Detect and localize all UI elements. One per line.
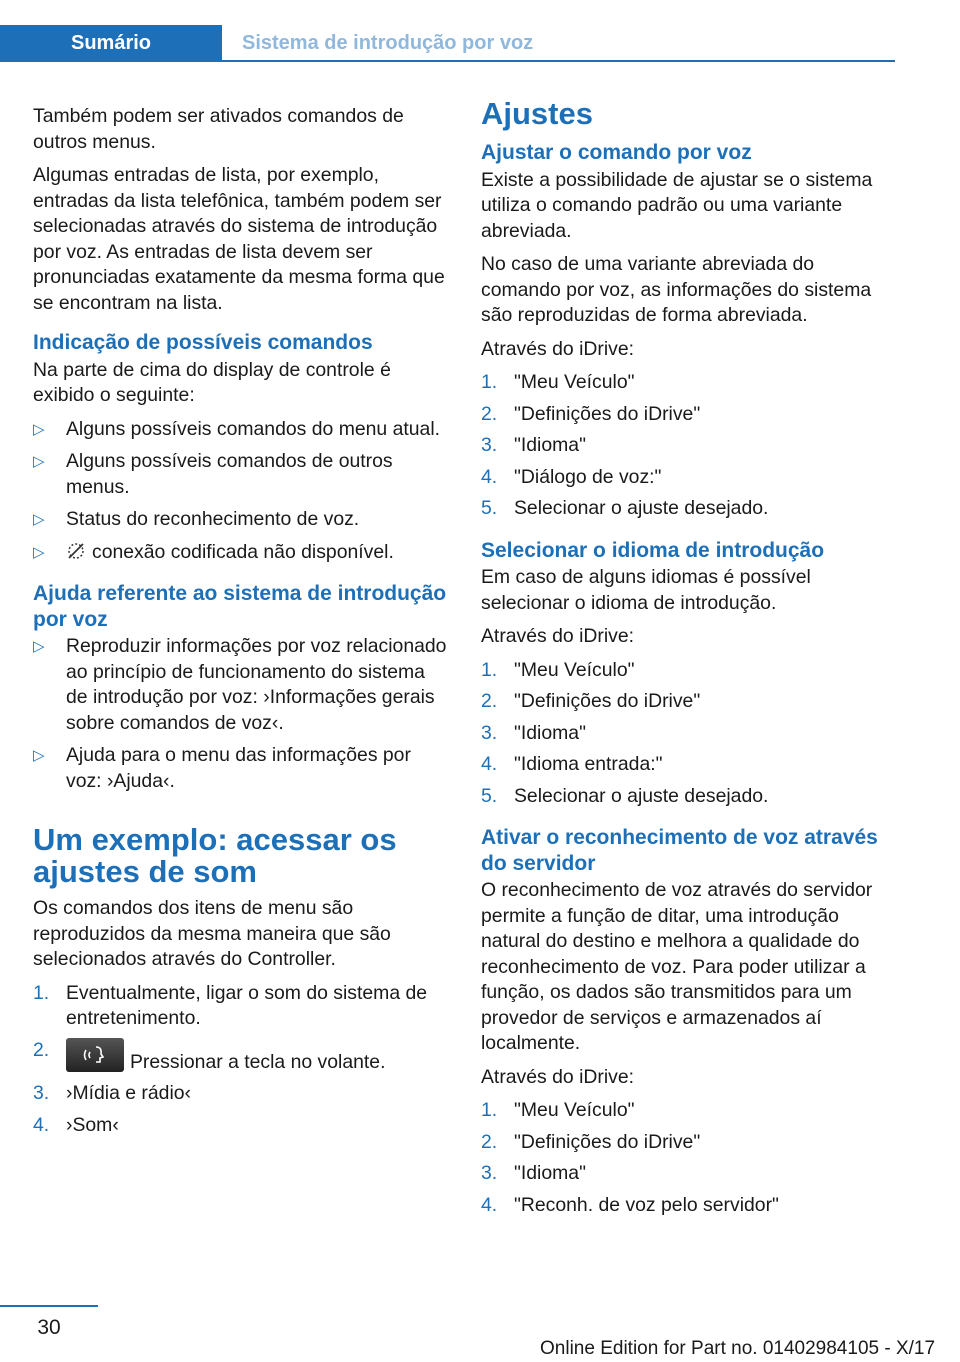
heading-indicacao: Indicação de possíveis comandos <box>33 331 373 354</box>
list-item: ▷ Reproduzir informações por voz relacionado ao princípio de funcionamento do sistema de introdução por voz: ›Informações gerais sobre comandos de voz‹. <box>33 635 447 734</box>
heading-servidor: Ativar o reconhecimento de voz através do servidor <box>481 826 878 875</box>
heading-ajustar: Ajustar o comando por voz <box>481 141 752 164</box>
right-column <box>481 98 897 1226</box>
list-item: 2. "Definições do iDrive" <box>481 402 701 425</box>
paragraph: Existe a possibilidade de ajustar se o sistema utiliza o comando padrão ou uma variante abreviada. <box>481 168 873 242</box>
list-item: 5. Selecionar o ajuste desejado. <box>481 784 769 807</box>
heading-exemplo: Um exemplo: acessar os ajustes de som <box>33 822 397 889</box>
heading-ajustes: Ajustes <box>481 96 593 131</box>
left-column <box>33 104 449 1146</box>
triangle-bullet-icon: ▷ <box>33 638 45 655</box>
list-item: 3. "Idioma" <box>481 434 586 456</box>
ajuda-list <box>33 634 449 794</box>
list-item: ▷ Status do reconhecimento de voz. <box>33 507 449 533</box>
list-item: ▷ Ajuda para o menu das informações por voz: ›Ajuda‹. <box>33 744 411 792</box>
list-item: 2. Pressionar a tecla no volante. <box>33 1038 386 1073</box>
paragraph: Através do iDrive: <box>481 337 635 360</box>
list-item: 3. "Idioma" <box>481 721 586 744</box>
list-item: 3. ›Mídia e rádio‹ <box>33 1082 192 1104</box>
top-navigation <box>0 0 895 62</box>
tab-sistema-introducao-voz[interactable]: Sistema de introdução por voz <box>242 31 534 54</box>
servidor-list <box>481 1098 897 1218</box>
page-number: 30 <box>37 1316 61 1339</box>
paragraph: O reconhecimento de voz através do servidor permite a função de ditar, uma introdução natural do destino e melhora a qualidade do reconhecimento de voz. Para poder utilizar a função, os dados são transmitidos para um provedor de serviços e armazenados aí localmente. <box>481 879 873 1054</box>
list-item: 2. "Definições do iDrive" <box>481 1130 701 1153</box>
list-item: ▷ Alguns possíveis comandos do menu atual. <box>33 417 449 443</box>
list-item: 4. ›Som‹ <box>33 1113 119 1136</box>
list-item: ▷ conexão codificada não disponível. <box>33 540 449 566</box>
footer-edition: Online Edition for Part no. 01402984105 - X/17 <box>540 1338 936 1359</box>
triangle-bullet-icon: ▷ <box>33 747 45 764</box>
list-item: 4. "Idioma entrada:" <box>481 753 663 775</box>
triangle-bullet-icon: ▷ <box>33 543 45 561</box>
paragraph: Na parte de cima do display de controle é exibido o seguinte: <box>33 358 391 406</box>
triangle-bullet-icon: ▷ <box>33 511 45 528</box>
triangle-bullet-icon: ▷ <box>33 453 45 470</box>
header-divider <box>0 60 895 62</box>
paragraph: Também podem ser ativados comandos de outros menus. <box>33 105 404 153</box>
heading-idioma: Selecionar o idioma de introdução <box>481 538 825 562</box>
paragraph: No caso de uma variante abreviada do comando por voz, as informações do sistema são reproduzidas de forma abreviada. <box>481 253 872 326</box>
ajustar-list <box>481 370 897 522</box>
no-encryption-icon <box>66 541 86 561</box>
steering-wheel-voice-button-icon <box>66 1038 124 1072</box>
list-item: 4. "Reconh. de voz pelo servidor" <box>481 1193 779 1216</box>
heading-ajuda: Ajuda referente ao sistema de introdução por voz <box>33 582 447 631</box>
list-item: 4. "Diálogo de voz:" <box>481 465 662 488</box>
paragraph: Através do iDrive: <box>481 625 635 647</box>
paragraph: Algumas entradas de lista, por exemplo, entradas da lista telefônica, também podem ser selecionadas através do sistema de introdução por voz. As entradas de lista devem ser pronunciadas exatamente da mesma forma que se encontram na lista. <box>33 164 445 314</box>
list-item: 1. "Meu Veículo" <box>481 371 635 393</box>
exemplo-list <box>33 981 449 1139</box>
paragraph: Através do iDrive: <box>481 1065 635 1088</box>
tab-sumario[interactable]: Sumário <box>0 25 222 61</box>
triangle-bullet-icon: ▷ <box>33 420 45 438</box>
list-item: 3. "Idioma" <box>481 1162 586 1184</box>
list-item: ▷ Alguns possíveis comandos de outros menus. <box>33 450 393 498</box>
indicacao-list <box>33 417 449 566</box>
paragraph: Em caso de alguns idiomas é possível selecionar o idioma de introdução. <box>481 566 811 614</box>
list-item: 1. "Meu Veículo" <box>481 1099 635 1121</box>
list-item: 1. "Meu Veículo" <box>481 658 635 681</box>
list-item: 2. "Definições do iDrive" <box>481 690 701 712</box>
page-number-divider <box>0 1305 98 1307</box>
paragraph: Os comandos dos itens de menu são reproduzidos da mesma maneira que são selecionados através do Controller. <box>33 897 391 970</box>
list-item: 1. Eventualmente, ligar o som do sistema de entretenimento. <box>33 981 428 1029</box>
idioma-list <box>481 658 897 810</box>
list-item: 5. Selecionar o ajuste desejado. <box>481 497 769 519</box>
